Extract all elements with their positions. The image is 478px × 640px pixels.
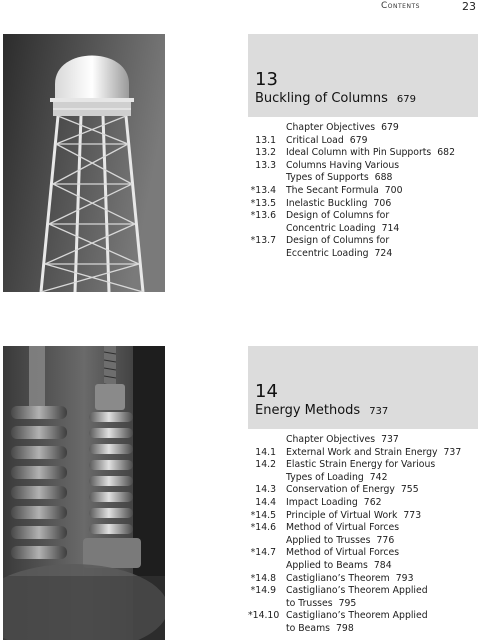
section-page: 714	[381, 222, 400, 234]
section-page: 784	[373, 559, 392, 571]
section-number: 13.1	[255, 134, 276, 146]
section-title-line	[286, 172, 478, 185]
section-title-line	[286, 598, 478, 611]
section-title-line	[286, 223, 478, 236]
page-number: 23	[462, 0, 476, 13]
section-number: *14.8	[250, 572, 276, 584]
toc-entry	[248, 122, 478, 135]
section-page: 755	[400, 484, 419, 496]
section-title-line	[286, 210, 478, 223]
toc-entry	[248, 484, 478, 497]
section-page: 700	[384, 184, 403, 196]
springs-photo	[3, 346, 165, 640]
section-number: *14.7	[250, 547, 276, 559]
section-page: 679	[349, 134, 368, 146]
section-number: *13.6	[250, 210, 276, 222]
section-page: 737	[443, 446, 462, 458]
section-page: 682	[437, 147, 456, 159]
toc-entry	[248, 135, 478, 148]
section-number: 13.3	[255, 159, 276, 171]
section-title-text: Method of Virtual Forces	[286, 522, 400, 534]
section-title-line	[286, 147, 478, 160]
section-title-text: Applied to Beams	[286, 559, 368, 571]
section-title-text: Inelastic Buckling	[286, 197, 368, 209]
section-number: *13.4	[250, 184, 276, 196]
section-title-text: Chapter Objectives	[286, 434, 376, 445]
section-number: *13.5	[250, 197, 276, 209]
section-title-text: to Beams	[286, 622, 330, 634]
toc-entry	[248, 447, 478, 460]
chapter-page: 737	[369, 406, 389, 417]
section-number: 14.3	[255, 484, 276, 496]
section-title-text: Columns Having Various	[286, 159, 400, 171]
section-title-line	[286, 447, 478, 460]
section-number: *14.6	[250, 522, 276, 534]
section-title-line	[286, 573, 478, 586]
section-title-line	[286, 522, 478, 535]
section-title-text: Method of Virtual Forces	[286, 547, 400, 559]
section-title-text: Design of Columns for	[286, 210, 390, 222]
section-title-line	[286, 585, 478, 598]
section-title-line	[286, 610, 478, 623]
toc-entry	[248, 547, 478, 572]
section-title-line	[286, 510, 478, 523]
chapter-number: 13	[255, 69, 278, 90]
section-number: 14.4	[255, 496, 276, 508]
chapter-13-banner	[248, 34, 478, 117]
chapter-title: Energy Methods	[255, 403, 361, 418]
section-title-text: The Secant Formula	[286, 184, 379, 196]
section-title-text: Ideal Column with Pin Supports	[286, 147, 432, 159]
toc-entry	[248, 522, 478, 547]
section-title-line	[286, 535, 478, 548]
section-page: 706	[373, 197, 392, 209]
section-title-text: Types of Supports	[286, 172, 369, 184]
toc-entry	[248, 434, 478, 447]
section-title-text: Design of Columns for	[286, 235, 390, 247]
chapter-14-toc	[248, 434, 478, 636]
chapter-title: Buckling of Columns	[255, 91, 388, 106]
section-page: 773	[403, 509, 422, 521]
section-page: 776	[376, 534, 395, 546]
toc-entry	[248, 497, 478, 510]
section-page: 688	[374, 172, 393, 184]
toc-entry	[248, 610, 478, 635]
toc-entry	[248, 573, 478, 586]
section-title-text: Applied to Trusses	[286, 534, 371, 546]
section-page: 798	[335, 622, 354, 634]
section-page: 742	[369, 471, 388, 483]
section-title-text: Conservation of Energy	[286, 484, 395, 496]
section-title-text: Castigliano’s Theorem Applied	[286, 610, 428, 622]
section-title-text: Critical Load	[286, 134, 344, 146]
section-number: *14.5	[250, 509, 276, 521]
section-page: 795	[338, 597, 357, 609]
section-page: 737	[381, 434, 399, 445]
toc-entry	[248, 160, 478, 185]
chapter-page: 679	[396, 94, 416, 105]
section-title-line	[286, 547, 478, 560]
running-header-label: Contents	[381, 1, 420, 11]
section-page: 762	[363, 496, 382, 508]
chapter-title-line	[255, 403, 388, 418]
section-title-text: Principle of Virtual Work	[286, 509, 398, 521]
section-title-line	[286, 459, 478, 472]
section-title-line	[286, 122, 478, 135]
section-title-text: Chapter Objectives	[286, 122, 376, 133]
toc-entry	[248, 147, 478, 160]
toc-entry	[248, 210, 478, 235]
section-title-line	[286, 560, 478, 573]
section-page: 679	[381, 122, 399, 133]
section-number: *14.10	[248, 610, 280, 622]
section-page: 793	[395, 572, 414, 584]
section-title-line	[286, 185, 478, 198]
section-title-line	[286, 135, 478, 148]
water-tower-photo	[3, 34, 165, 292]
section-number: 13.2	[255, 147, 276, 159]
section-number: *14.9	[250, 585, 276, 597]
toc-entry	[248, 198, 478, 211]
chapter-title-line	[255, 91, 416, 106]
toc-entry	[248, 235, 478, 260]
section-title-text: Elastic Strain Energy for Various	[286, 459, 436, 471]
toc-entry	[248, 510, 478, 523]
section-title-text: to Trusses	[286, 597, 333, 609]
section-number: 14.1	[255, 446, 276, 458]
section-title-line	[286, 160, 478, 173]
section-title-line	[286, 235, 478, 248]
section-title-line	[286, 623, 478, 636]
section-title-text: Castigliano’s Theorem	[286, 572, 390, 584]
chapter-number: 14	[255, 381, 278, 402]
toc-entry	[248, 185, 478, 198]
section-title-text: Eccentric Loading	[286, 247, 369, 259]
section-title-line	[286, 484, 478, 497]
section-title-line	[286, 434, 478, 447]
section-title-text: Concentric Loading	[286, 222, 376, 234]
section-title-text: Impact Loading	[286, 496, 358, 508]
toc-entry	[248, 585, 478, 610]
toc-entry	[248, 459, 478, 484]
section-title-line	[286, 248, 478, 261]
section-number: 14.2	[255, 459, 276, 471]
section-title-line	[286, 497, 478, 510]
section-title-line	[286, 472, 478, 485]
section-title-text: Types of Loading	[286, 471, 364, 483]
section-page: 724	[374, 247, 393, 259]
section-title-text: External Work and Strain Energy	[286, 446, 438, 458]
section-title-text: Castigliano’s Theorem Applied	[286, 585, 428, 597]
chapter-14-banner	[248, 346, 478, 429]
section-title-line	[286, 198, 478, 211]
section-number: *13.7	[250, 235, 276, 247]
chapter-13-toc	[248, 122, 478, 261]
